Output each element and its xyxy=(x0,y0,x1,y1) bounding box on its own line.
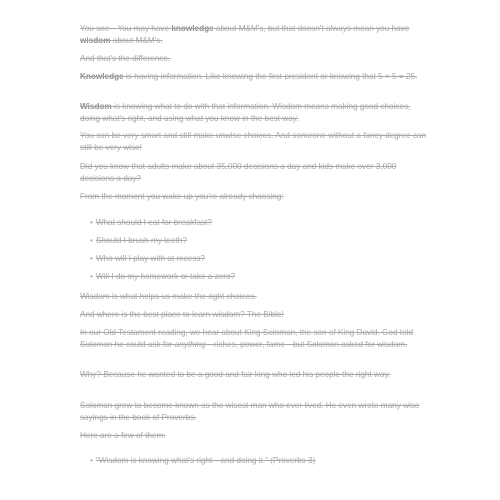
bullet-glyph: • xyxy=(90,456,93,465)
wisdom-definition: is knowing what to do with that information. Wisdom means making good choices, doing what's right, and using what you know in the best way. xyxy=(80,102,411,123)
wisdom-term: Wisdom xyxy=(80,102,112,111)
bullet-glyph: • xyxy=(90,272,93,281)
paragraph-wisest xyxy=(80,400,430,423)
choices-list xyxy=(90,217,420,283)
knowledge-definition: is having information. Like knowing the first president or knowing that 5 × 5 = 25. xyxy=(123,72,418,81)
paragraph-bible xyxy=(80,309,430,321)
wisest-text: Solomon grew to become known as the wisest man who ever lived. He even wrote many wise sayings in the book of Proverbs. xyxy=(80,401,420,422)
paragraph-solomon xyxy=(80,327,430,350)
paragraph-difference xyxy=(80,53,430,65)
smart-text: You can be very smart and still make unwise choices. And someone without a fancy degree can still be very wise! xyxy=(80,131,427,152)
list-item: • "Wisdom is knowing what's right—and doing it." (Proverbs 3) xyxy=(90,456,316,465)
solomon-text-2: —riches, power, fame—but Solomon asked for wisdom. xyxy=(205,339,408,349)
paragraph-smart xyxy=(80,130,430,153)
bullet-glyph: • xyxy=(90,218,93,227)
knowledge-term: Knowledge xyxy=(80,72,124,81)
list-item: • What should I eat for breakfast? xyxy=(90,218,212,227)
difference-text: And that's the difference. xyxy=(80,54,171,63)
bullet-glyph: • xyxy=(90,236,93,245)
intro-knowledge: knowledge xyxy=(171,24,214,33)
paragraph-why xyxy=(80,369,430,381)
paragraph-wisdom xyxy=(80,101,430,124)
proverbs-list xyxy=(90,455,420,467)
list-item: • Will I do my homework or take a zero? xyxy=(90,272,236,281)
solomon-text-1: In our Old Testament reading, we hear about King Solomon, the son of King David. God told Solomon he could ask for xyxy=(80,328,414,349)
paragraph-right-choices xyxy=(80,291,430,303)
bible-text: And where is the best place to learn wisdom? The Bible! xyxy=(80,310,284,319)
paragraph-intro xyxy=(80,23,430,46)
decisions-text: Did you know that adults make about 35,000 decisions a day and kids make over 3,000 decisions a day? xyxy=(80,162,397,183)
intro-text-3: about M&M's. xyxy=(110,35,163,45)
right-choices-text: Wisdom is what helps us make the right choices. xyxy=(80,292,257,301)
paragraph-choosing xyxy=(80,191,430,203)
intro-text-1: You see—You may have xyxy=(80,24,172,33)
paragraph-knowledge xyxy=(80,71,430,83)
list-item: • Who will I play with at recess? xyxy=(90,254,206,263)
paragraph-decisions xyxy=(80,161,430,184)
paragraph-few xyxy=(80,430,430,442)
few-text: Here are a few of them: xyxy=(80,431,166,440)
list-item: • Should I brush my teeth? xyxy=(90,236,187,245)
intro-wisdom: wisdom xyxy=(80,35,111,45)
choosing-text: From the moment you wake up you're already choosing: xyxy=(80,192,284,201)
solomon-anything: anything xyxy=(174,339,206,349)
why-text: Why? Because he wanted to be a good and fair king who led his people the right way. xyxy=(80,370,391,379)
bullet-glyph: • xyxy=(90,254,93,263)
intro-text-2: about M&M's, but that doesn't always mean you have xyxy=(213,24,410,33)
